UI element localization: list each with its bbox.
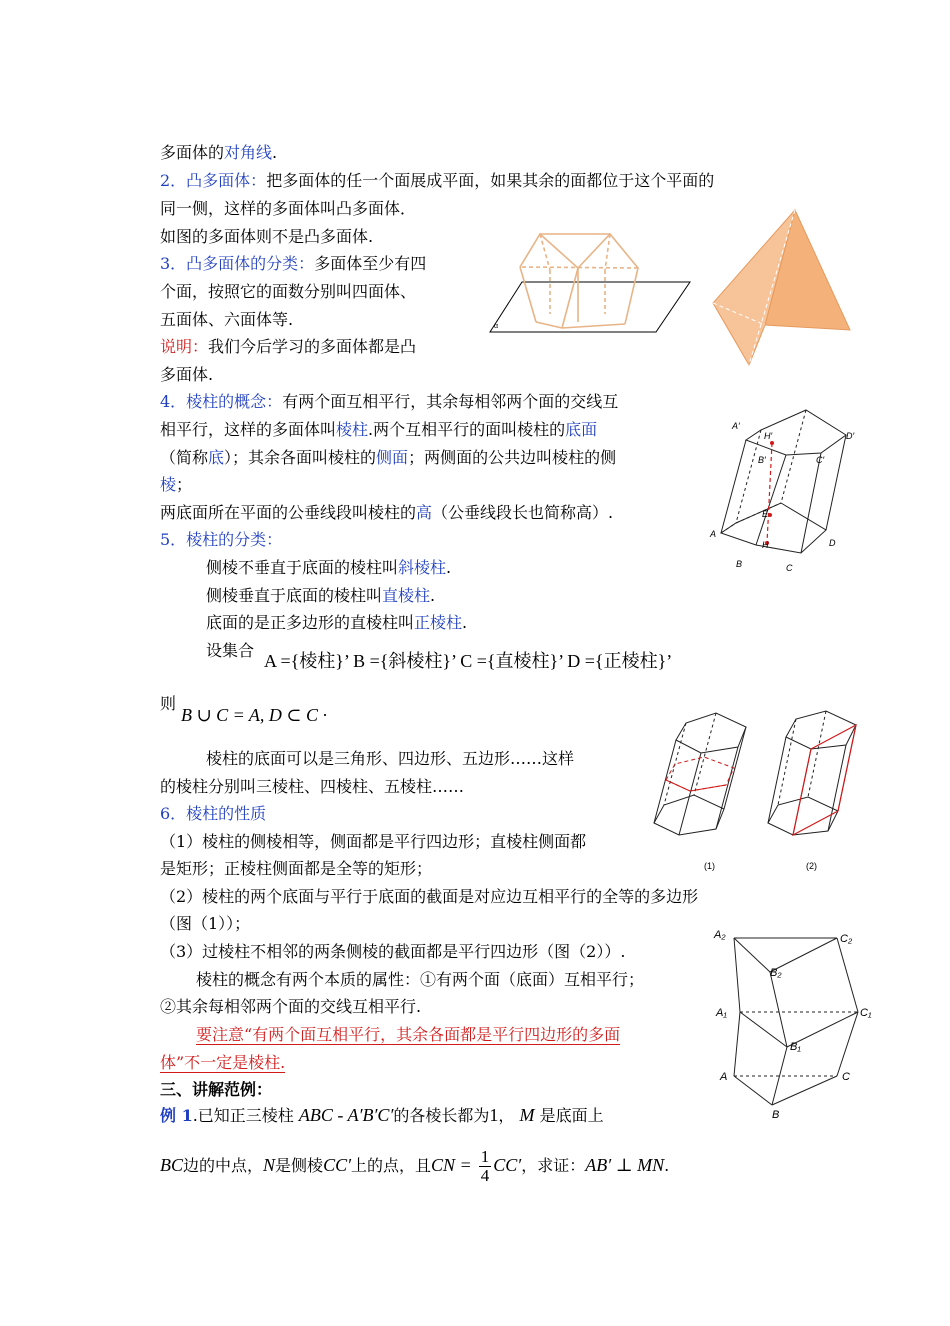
- section-examples-heading: 三、讲解范例：: [160, 1080, 273, 1099]
- label-E: E: [762, 509, 769, 519]
- class-regular: [206, 612, 467, 634]
- text: 边的中点，: [183, 1156, 264, 1175]
- section-3-line3: 五面体、六面体等.: [160, 310, 294, 329]
- property-2-line1: （2）棱柱的两个底面与平行于底面的截面是对应边互相平行的全等的多边形: [160, 887, 699, 906]
- text: 相平行，这样的多面体叫: [160, 420, 337, 439]
- text: 是侧棱: [275, 1156, 324, 1175]
- text: 两底面所在平面的公垂线段叫棱柱的: [160, 503, 417, 522]
- text: .: [664, 1156, 670, 1175]
- note-line1: [160, 336, 416, 358]
- text: 多面体的: [160, 143, 225, 162]
- set-definition: [206, 640, 254, 662]
- example-1-line2: [160, 1148, 669, 1185]
- text: 是底面上: [539, 1106, 604, 1125]
- text: 底面的是正多边形的直棱柱叫: [206, 613, 415, 632]
- label-C2: C₂: [840, 933, 853, 945]
- term-base: 底面: [565, 420, 598, 439]
- text: .: [446, 558, 452, 577]
- caption-2: (2): [806, 861, 817, 871]
- math-CC: CC′: [323, 1155, 352, 1175]
- heading-text: 5．棱柱的分类：: [160, 530, 283, 549]
- section-4-line2: [160, 419, 597, 441]
- label-A1: A₁: [716, 1007, 727, 1019]
- math-CN: CN =: [431, 1155, 472, 1175]
- text: .: [462, 613, 468, 632]
- label-C-prime: C′: [816, 455, 825, 465]
- text: ，: [498, 1106, 515, 1125]
- section-4-line5: [160, 502, 613, 524]
- label-B-prime: B′: [758, 455, 766, 465]
- label-H-prime: H′: [764, 431, 773, 441]
- section-2-line2: 同一侧，这样的多面体叫凸多面体．: [160, 199, 417, 218]
- then-label: 则: [160, 694, 177, 713]
- math-N: N: [263, 1155, 276, 1175]
- section-6-heading: 6．棱柱的性质: [160, 804, 267, 823]
- math-prism: ABC - A′B′C′: [298, 1105, 394, 1125]
- property-3: （3）过棱柱不相邻的两条侧棱的截面都是平行四边形（图（2））.: [160, 942, 626, 961]
- label-D-prime: D′: [846, 431, 855, 441]
- label-B2: B₂: [770, 967, 782, 979]
- label-B: B: [736, 559, 743, 569]
- section-3-heading: 3．凸多面体的分类：: [160, 254, 315, 273]
- label-A2: A₂: [714, 929, 726, 941]
- orange-solid-figure: [705, 205, 855, 370]
- warning-text: 要注意“有两个面互相平行，其余各面都是平行四边形的多面: [196, 1025, 621, 1044]
- example-label: 例 1: [160, 1106, 193, 1125]
- term-lateral-face: 侧面: [376, 448, 409, 467]
- essence-line2: ②其余每相邻两个面的交线互相平行.: [160, 997, 422, 1016]
- term-height: 高: [416, 503, 433, 522]
- note-line2: 多面体.: [160, 365, 214, 384]
- section-4-heading: 4．棱柱的概念：: [160, 392, 283, 411]
- text: 我们今后学习的多面体都是凸: [208, 337, 417, 356]
- term-lateral-edge: 棱: [160, 475, 177, 494]
- label-H: H: [762, 540, 769, 550]
- math-goal: AB′ ⊥ MN: [585, 1155, 665, 1175]
- text: ，求证：: [521, 1156, 586, 1175]
- section-4-line3: [160, 447, 616, 469]
- non-convex-polyhedron-figure: [480, 222, 700, 342]
- text: 把多面体的任一个面展成平面，如果其余的面都位于这个平面的: [266, 171, 715, 190]
- math-M: M: [519, 1105, 535, 1125]
- set-expression: A ={棱柱}’ B ={斜棱柱}’ C ={直棱柱}’ D ={正棱柱}’: [264, 651, 673, 671]
- fraction-numerator: 1: [480, 1147, 490, 1166]
- hexagonal-prism-figure: [706, 405, 856, 580]
- prism-sections-figure: [646, 705, 886, 880]
- section-3-line1: [160, 253, 426, 275]
- line-diagonal: [160, 142, 277, 164]
- section-5-heading: [160, 529, 282, 551]
- term-diagonal: 对角线: [224, 143, 273, 162]
- label-B1: B₁: [790, 1041, 801, 1053]
- class-right: [206, 585, 435, 607]
- fraction: [479, 1148, 492, 1185]
- label-A: A: [710, 529, 717, 539]
- text: ；两侧面的公共边叫棱柱的侧: [408, 448, 617, 467]
- fraction-denominator: 4: [480, 1166, 490, 1185]
- property-1-line1: （1）棱柱的侧棱相等，侧面都是平行四边形；直棱柱侧面都: [160, 832, 587, 851]
- term-base-short: 底: [208, 448, 225, 467]
- text: .: [272, 143, 278, 162]
- note-label: 说明：: [160, 337, 209, 356]
- section-4-line1: [160, 391, 618, 413]
- label-C: C: [842, 1071, 850, 1083]
- math-one: 1: [489, 1105, 499, 1125]
- essence-line1: 棱柱的概念有两个本质的属性：①有两个面（底面）互相平行；: [196, 970, 645, 989]
- text: 上的点，且: [351, 1156, 432, 1175]
- math-BC: BC: [160, 1155, 184, 1175]
- text: 侧棱不垂直于底面的棱柱叫: [206, 558, 399, 577]
- property-1-line2: 是矩形；正棱柱侧面都是全等的矩形；: [160, 859, 433, 878]
- class-oblique: [206, 557, 451, 579]
- label-C1: C₁: [860, 1007, 872, 1019]
- text: 设集合: [206, 641, 255, 660]
- property-2-line2: （图（1））；: [160, 914, 251, 933]
- label-B: B: [772, 1109, 780, 1121]
- text: 侧棱垂直于底面的棱柱叫: [206, 586, 383, 605]
- then-expression: B ∪ C = A, D ⊂ C ·: [181, 705, 327, 725]
- term-prism: 棱柱: [336, 420, 369, 439]
- text: .两个互相平行的面叫棱柱的: [368, 420, 566, 439]
- base-shapes-line2: 的棱柱分别叫三棱柱、四棱柱、五棱柱……: [160, 777, 465, 796]
- text: ；: [176, 475, 193, 494]
- label-A: A: [720, 1071, 728, 1083]
- label-A-prime: A′: [732, 421, 740, 431]
- section-3-line2: 个面，按照它的面数分别叫四面体、: [160, 282, 417, 301]
- text: .已知正三棱柱: [192, 1106, 294, 1125]
- plane-label: α: [494, 323, 499, 330]
- warning-line2: [160, 1052, 285, 1074]
- text: （简称: [160, 448, 209, 467]
- label-C: C: [786, 563, 793, 573]
- example-1-line1: [160, 1104, 604, 1127]
- text: 的各棱长都为: [393, 1106, 490, 1125]
- term-regular-prism: 正棱柱: [414, 613, 463, 632]
- base-shapes-line1: 棱柱的底面可以是三角形、四边形、五边形……这样: [206, 749, 575, 768]
- warning-text: 体”不一定是棱柱.: [160, 1053, 286, 1072]
- section-4-line4: [160, 474, 192, 496]
- math-CC: CC′: [493, 1155, 522, 1175]
- section-2-heading: 2．凸多面体：: [160, 171, 267, 190]
- term-right-prism: 直棱柱: [382, 586, 431, 605]
- caption-1: (1): [704, 861, 715, 871]
- term-oblique-prism: 斜棱柱: [398, 558, 447, 577]
- section-2-line3: 如图的多面体则不是凸多面体.: [160, 227, 374, 246]
- text: 多面体至少有四: [314, 254, 427, 273]
- text: .: [430, 586, 436, 605]
- label-D: D: [829, 538, 836, 548]
- text: （公垂线段长也简称高）.: [432, 503, 614, 522]
- text: ）；其余各面叫棱柱的: [224, 448, 377, 467]
- triangular-prisms-figure: [712, 922, 882, 1122]
- warning-line1: [196, 1024, 620, 1046]
- text: 有两个面互相平行，其余每相邻两个面的交线互: [282, 392, 619, 411]
- section-2-line1: [160, 170, 714, 192]
